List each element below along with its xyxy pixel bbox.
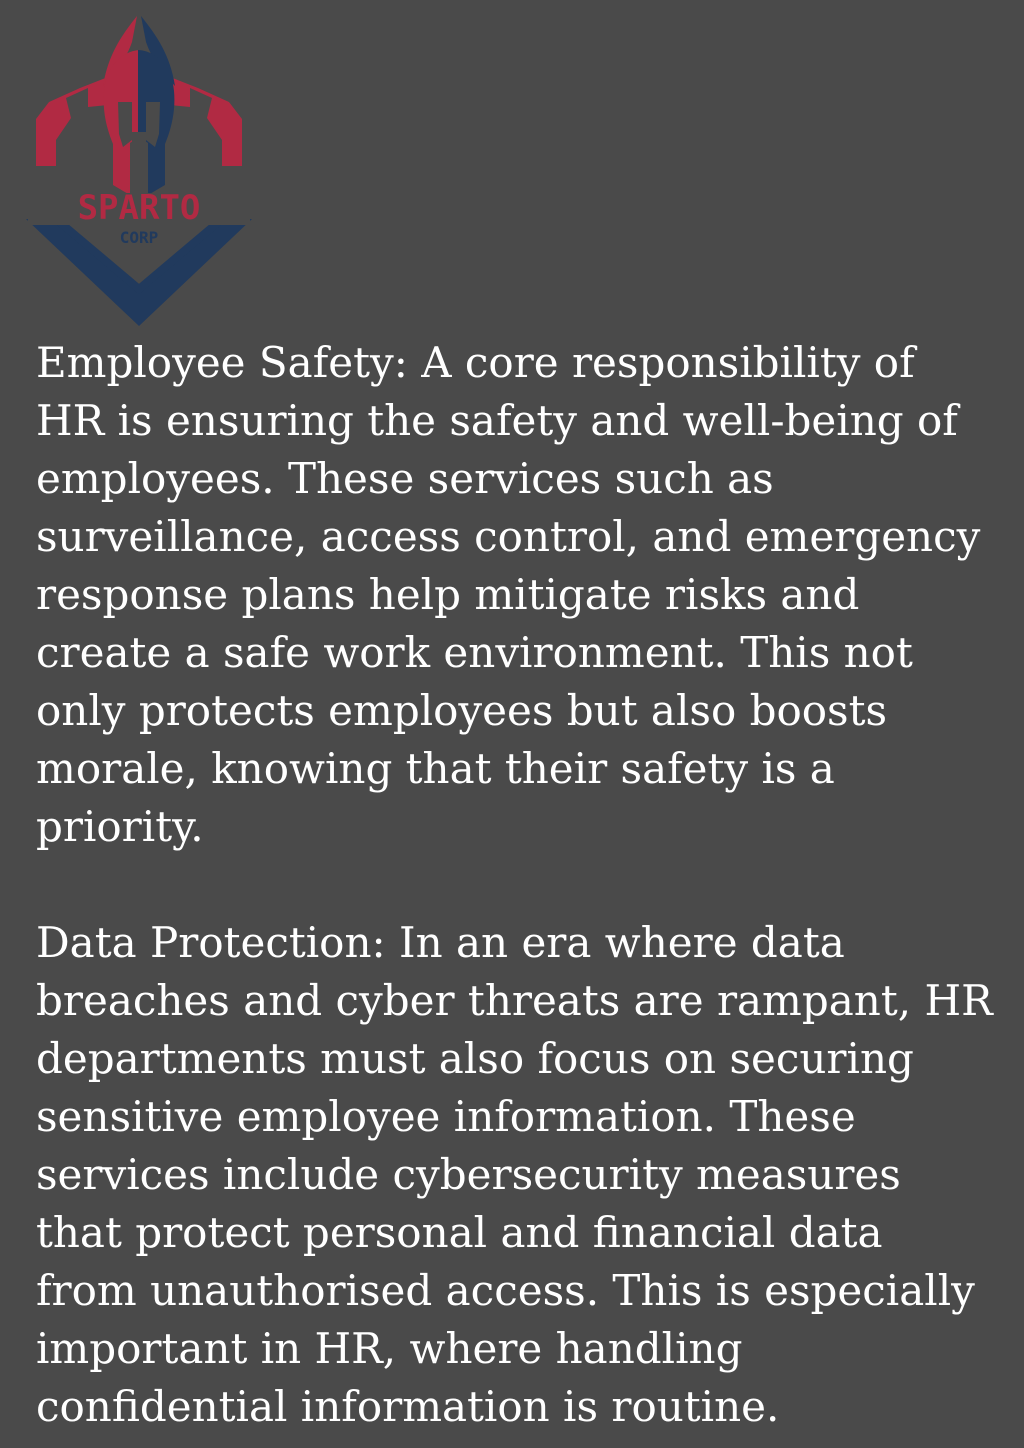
employee-safety-paragraph: Employee Safety: A core responsibility of HR is ensuring the safety and well-being of employees. These services such as surveillance, access control, and emergency response plans help mitigate risks and create a safe work environment. This not only protects employees but also boosts morale, knowing that their safety is a priority. <box>36 338 981 851</box>
logo-brand-text: SPARTO <box>77 188 201 228</box>
sparto-corp-logo <box>18 14 260 330</box>
logo-sub-text: CORP <box>119 228 159 247</box>
article-body <box>36 334 996 1436</box>
spartan-helmet-shield-icon <box>18 14 260 330</box>
data-protection-paragraph: Data Protection: In an era where data breaches and cyber threats are rampant, HR departments must also focus on securing sensitive employee information. These services include cybersecurity measures that protect personal and financial data from unauthorised access. This is especially important in HR, where handling confidential information is routine. <box>36 918 993 1431</box>
